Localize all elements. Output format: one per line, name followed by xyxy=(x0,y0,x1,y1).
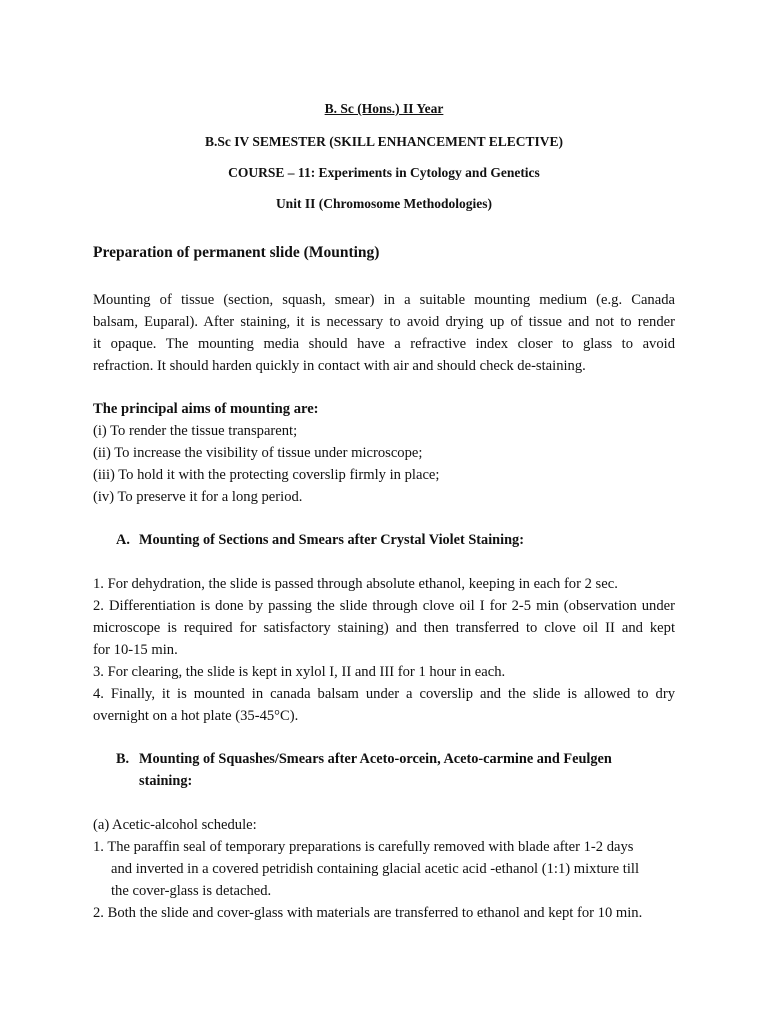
step-line: overnight on a hot plate (35-45°C). xyxy=(93,708,299,724)
step-line: 4. Finally, it is mounted in canada balsam under a coverslip and the slide is allowed to dry xyxy=(93,686,675,702)
aims-item: (ii) To increase the visibility of tissue under microscope; xyxy=(93,445,423,461)
aims-item: (iv) To preserve it for a long period. xyxy=(93,489,303,505)
intro-line: Mounting of tissue (section, squash, smear) in a suitable mounting medium (e.g. Canada xyxy=(93,292,675,308)
aims-heading: The principal aims of mounting are: xyxy=(93,401,319,417)
step-line: the cover-glass is detached. xyxy=(111,883,272,899)
step-line: 2. Differentiation is done by passing the slide through clove oil I for 2-5 min (observation under xyxy=(93,598,675,614)
section-b-steps xyxy=(93,814,675,924)
step-line: 3. For clearing, the slide is kept in xylol I, II and III for 1 hour in each. xyxy=(93,664,506,680)
step-line: for 10-15 min. xyxy=(93,642,178,658)
step-line: 1. For dehydration, the slide is passed through absolute ethanol, keeping in each for 2 sec. xyxy=(93,576,618,592)
intro-line: refraction. It should harden quickly in contact with air and should check de-staining. xyxy=(93,358,586,374)
intro-paragraph xyxy=(93,289,675,377)
section-a-letter: A. xyxy=(116,532,130,548)
section-b-letter: B. xyxy=(116,751,130,767)
section-a-heading xyxy=(116,529,676,551)
header-semester: B.Sc IV SEMESTER (SKILL ENHANCEMENT ELECTIVE) xyxy=(204,134,564,149)
section-b-title-cont: staining: xyxy=(139,773,193,789)
aims-list xyxy=(93,398,675,508)
header-course: COURSE – 11: Experiments in Cytology and Genetics xyxy=(228,165,540,180)
step-line: microscope is required for satisfactory staining) and then transferred to clove oil II and kept xyxy=(93,620,675,636)
header-unit: Unit II (Chromosome Methodologies) xyxy=(275,196,493,211)
aims-item: (i) To render the tissue transparent; xyxy=(93,423,298,439)
section-a-title: Mounting of Sections and Smears after Crystal Violet Staining: xyxy=(139,532,524,548)
section-a-steps xyxy=(93,573,675,727)
step-line: 2. Both the slide and cover-glass with materials are transferred to ethanol and kept for 10 min. xyxy=(93,905,643,921)
intro-line: it opaque. The mounting media should have a refractive index closer to glass to avoid xyxy=(93,336,675,352)
step-line: and inverted in a covered petridish containing glacial acetic acid -ethanol (1:1) mixture till xyxy=(111,861,640,877)
step-line: 1. The paraffin seal of temporary preparations is carefully removed with blade after 1-2 days xyxy=(93,839,634,855)
section-b-title: Mounting of Squashes/Smears after Aceto-orcein, Aceto-carmine and Feulgen xyxy=(139,751,612,767)
intro-line: balsam, Euparal). After staining, it is necessary to avoid drying up of tissue and not to render xyxy=(93,314,675,330)
section-b-heading xyxy=(116,748,676,792)
header-year: B. Sc (Hons.) II Year xyxy=(324,101,444,116)
aims-item: (iii) To hold it with the protecting coverslip firmly in place; xyxy=(93,467,440,483)
section-title: Preparation of permanent slide (Mounting) xyxy=(93,244,380,261)
schedule-label: (a) Acetic-alcohol schedule: xyxy=(93,817,257,833)
